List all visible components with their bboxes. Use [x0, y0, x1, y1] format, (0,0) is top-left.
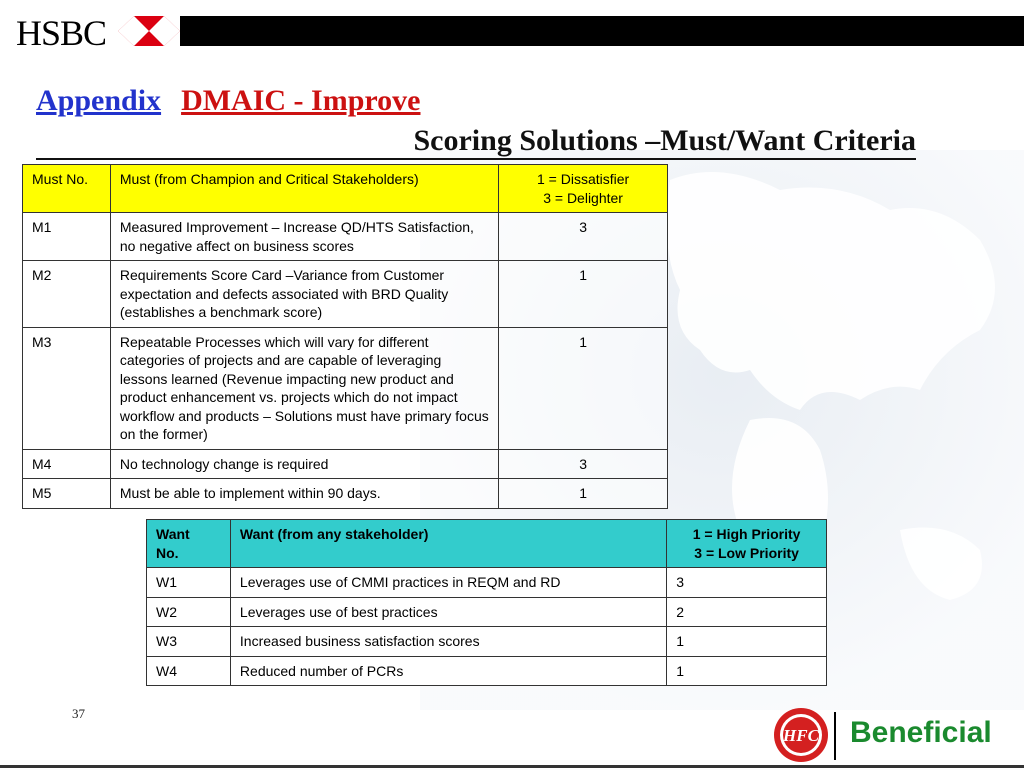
must-score: 3 [499, 449, 668, 479]
must-score-legend-3: 3 = Delighter [543, 189, 623, 206]
must-score: 3 [499, 213, 668, 261]
must-text: No technology change is required [110, 449, 498, 479]
table-row [147, 656, 827, 686]
want-id: W2 [147, 597, 231, 627]
want-table-header [147, 520, 827, 568]
table-row [23, 327, 668, 449]
want-score: 1 [667, 627, 827, 657]
must-text: Repeatable Processes which will vary for different categories of projects and are capable of leveraging lessons learned (Revenue impacting new product and product enhancement vs. projects which do not impact workflow and products – Solutions must have primary focus on the former) [110, 327, 498, 449]
want-id: W4 [147, 656, 231, 686]
want-score-legend-1: 1 = High Priority [692, 526, 801, 542]
want-text: Reduced number of PCRs [230, 656, 666, 686]
header-bar [0, 0, 1024, 62]
must-text: Must be able to implement within 90 days. [110, 479, 498, 509]
want-text: Leverages use of CMMI practices in REQM and RD [230, 568, 666, 598]
want-score: 2 [667, 597, 827, 627]
appendix-link[interactable]: Appendix [36, 84, 162, 117]
want-criteria-table [146, 519, 827, 686]
want-score: 1 [667, 656, 827, 686]
slide-subtitle: Scoring Solutions –Must/Want Criteria [36, 124, 916, 160]
must-no-header: Must No. [23, 165, 111, 213]
want-text: Increased business satisfaction scores [230, 627, 666, 657]
must-score-legend-1: 1 = Dissatisfier [536, 171, 630, 187]
must-text-header: Must (from Champion and Critical Stakeholders) [110, 165, 498, 213]
table-row [147, 568, 827, 598]
want-score: 3 [667, 568, 827, 598]
want-id: W3 [147, 627, 231, 657]
page-number: 37 [72, 706, 85, 721]
must-id: M5 [23, 479, 111, 509]
must-text: Requirements Score Card –Variance from Customer expectation and defects associated with BRD Quality (establishes a benchmark score) [110, 261, 498, 328]
header-black-band [180, 16, 1024, 46]
table-row [147, 597, 827, 627]
must-score: 1 [499, 327, 668, 449]
must-id: M2 [23, 261, 111, 328]
footer-divider [834, 712, 836, 760]
table-row [147, 627, 827, 657]
must-text: Measured Improvement – Increase QD/HTS Satisfaction, no negative affect on business scores [110, 213, 498, 261]
want-score-header [667, 520, 827, 568]
must-id: M4 [23, 449, 111, 479]
beneficial-brand: Beneficial [850, 716, 992, 749]
section-title: DMAIC - Improve [181, 84, 421, 117]
must-score: 1 [499, 261, 668, 328]
must-score: 1 [499, 479, 668, 509]
table-row [23, 449, 668, 479]
must-id: M1 [23, 213, 111, 261]
hsbc-logo-text: HSBC [16, 13, 107, 53]
must-id: M3 [23, 327, 111, 449]
want-no-header-line1: Want [156, 526, 190, 542]
table-row [23, 213, 668, 261]
hsbc-hexagon-icon [118, 16, 180, 46]
want-text-header: Want (from any stakeholder) [230, 520, 666, 568]
want-id: W1 [147, 568, 231, 598]
must-criteria-table [22, 164, 668, 509]
want-no-header-line2: No. [156, 544, 179, 561]
must-score-header [499, 165, 668, 213]
want-text: Leverages use of best practices [230, 597, 666, 627]
must-table-header [23, 165, 668, 213]
want-no-header [147, 520, 231, 568]
table-row [23, 479, 668, 509]
hfc-logo-icon [772, 706, 830, 764]
table-row [23, 261, 668, 328]
hfc-logo-text: HFC [783, 726, 819, 745]
want-score-legend-3: 3 = Low Priority [694, 544, 799, 561]
slide-title [36, 84, 420, 118]
